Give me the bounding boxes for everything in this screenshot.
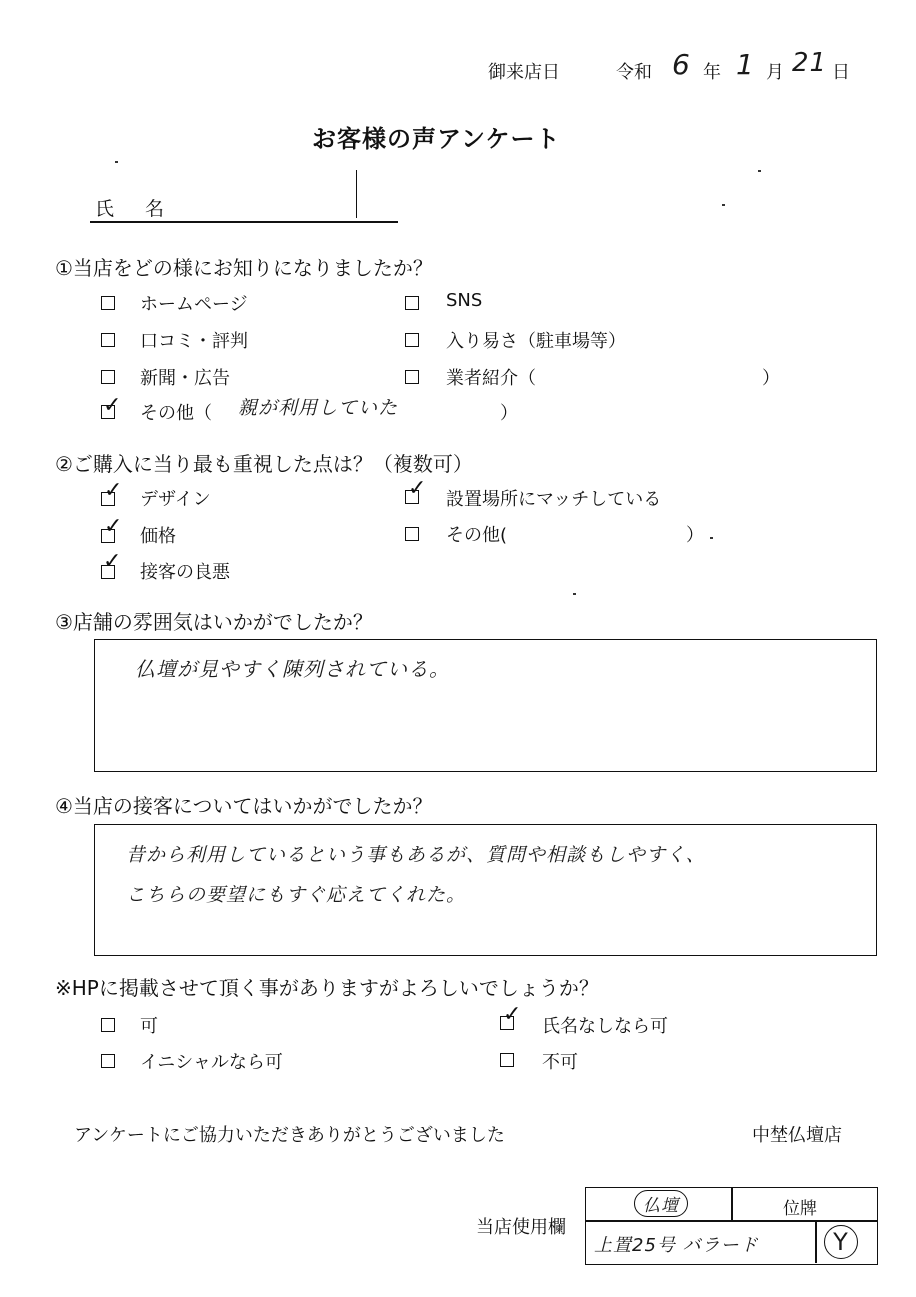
q1-newspaper-checkbox[interactable] bbox=[101, 370, 115, 384]
q2-question: ②ご購入に当り最も重視した点は？（複数可） bbox=[55, 452, 473, 476]
visit-day-value: 21 bbox=[792, 48, 828, 78]
office-col2-header: 位牌 bbox=[783, 1199, 817, 1219]
scan-speck bbox=[115, 161, 118, 163]
q2-price-label: 価格 bbox=[140, 526, 176, 547]
hp-not-allowed-checkbox[interactable] bbox=[500, 1053, 514, 1067]
store-name: 中埜仏壇店 bbox=[752, 1125, 842, 1146]
q2-other-label: その他( bbox=[446, 525, 508, 546]
q1-referral-label: 業者紹介（ bbox=[446, 368, 536, 389]
office-mark: Y bbox=[824, 1225, 858, 1259]
hp-initials-label: イニシャルなら可 bbox=[140, 1052, 283, 1073]
q2-other-checkbox[interactable] bbox=[405, 527, 419, 541]
q1-other-handwritten: 親が利用していた bbox=[238, 397, 399, 419]
q1-question: ①当店をどの様にお知りになりましたか？ bbox=[55, 256, 433, 280]
thanks-message: アンケートにご協力いただきありがとうございました bbox=[74, 1125, 505, 1146]
q2-design-label: デザイン bbox=[140, 489, 211, 510]
q4-question: ④当店の接客についてはいかがでしたか？ bbox=[55, 794, 433, 818]
office-col1-header: 仏壇 bbox=[634, 1190, 688, 1217]
hp-question: ※HPに掲載させて頂く事がありますがよろしいでしょうか？ bbox=[55, 976, 599, 1000]
hp-allowed-checkbox[interactable] bbox=[101, 1018, 115, 1032]
hp-initials-checkbox[interactable] bbox=[101, 1054, 115, 1068]
hp-not-allowed-label: 不可 bbox=[542, 1052, 578, 1073]
hp-no-name-checkmark: ✓ bbox=[503, 1002, 522, 1027]
office-use-label: 当店使用欄 bbox=[476, 1217, 566, 1238]
office-table-col-divider-bottom bbox=[815, 1220, 817, 1263]
q1-newspaper-label: 新聞・広告 bbox=[140, 368, 230, 389]
survey-title: お客様の声アンケート bbox=[312, 125, 561, 153]
q1-other-close: ） bbox=[500, 403, 518, 424]
year-unit: 年 bbox=[703, 62, 721, 83]
name-redaction-mark bbox=[356, 170, 357, 218]
q2-other-close: ） bbox=[686, 525, 704, 546]
hp-no-name-label: 氏名なしなら可 bbox=[542, 1016, 668, 1037]
scan-speck bbox=[722, 204, 725, 206]
scan-speck bbox=[758, 170, 761, 172]
hp-allowed-label: 可 bbox=[140, 1016, 158, 1037]
visit-month-value: 1 bbox=[736, 48, 755, 81]
office-table-col-divider-top bbox=[731, 1187, 733, 1221]
q1-word-of-mouth-checkbox[interactable] bbox=[101, 333, 115, 347]
q1-word-of-mouth-label: 口コミ・評判 bbox=[140, 331, 248, 352]
name-label: 氏 名 bbox=[95, 198, 171, 220]
q2-price-checkmark: ✓ bbox=[104, 514, 123, 539]
era-label: 令和 bbox=[616, 62, 652, 83]
q3-question: ③店舗の雰囲気はいかがでしたか？ bbox=[55, 610, 373, 634]
q2-placement-label: 設置場所にマッチしている bbox=[446, 489, 662, 510]
q2-placement-checkmark: ✓ bbox=[408, 476, 427, 501]
office-product-entry: 上置25号 バラード bbox=[594, 1235, 759, 1256]
q1-referral-close: ） bbox=[762, 368, 780, 389]
scan-speck bbox=[710, 537, 713, 539]
scan-speck bbox=[573, 593, 576, 595]
visit-year-value: 6 bbox=[672, 48, 691, 81]
q1-other-label: その他（ bbox=[140, 403, 212, 424]
visit-date-label: 御来店日 bbox=[488, 62, 560, 83]
q1-sns-label: SNS bbox=[446, 290, 483, 311]
q1-other-checkmark: ✓ bbox=[103, 393, 122, 418]
day-unit: 日 bbox=[832, 62, 850, 83]
q3-answer-text: 仏壇が見やすく陳列されている。 bbox=[135, 657, 450, 681]
q1-homepage-checkbox[interactable] bbox=[101, 296, 115, 310]
month-unit: 月 bbox=[766, 62, 784, 83]
q1-accessibility-label: 入り易さ（駐車場等） bbox=[446, 331, 626, 352]
q4-answer-line1: 昔から利用しているという事もあるが、質問や相談もしやすく、 bbox=[126, 844, 706, 866]
q2-design-checkmark: ✓ bbox=[104, 478, 123, 503]
q2-service-checkmark: ✓ bbox=[103, 549, 122, 574]
q1-homepage-label: ホームページ bbox=[140, 294, 248, 315]
name-underline bbox=[90, 221, 398, 223]
q1-accessibility-checkbox[interactable] bbox=[405, 333, 419, 347]
q1-referral-checkbox[interactable] bbox=[405, 370, 419, 384]
q4-answer-line2: こちらの要望にもすぐ応えてくれた。 bbox=[126, 884, 467, 906]
q1-sns-checkbox[interactable] bbox=[405, 296, 419, 310]
q2-service-label: 接客の良悪 bbox=[140, 562, 230, 583]
